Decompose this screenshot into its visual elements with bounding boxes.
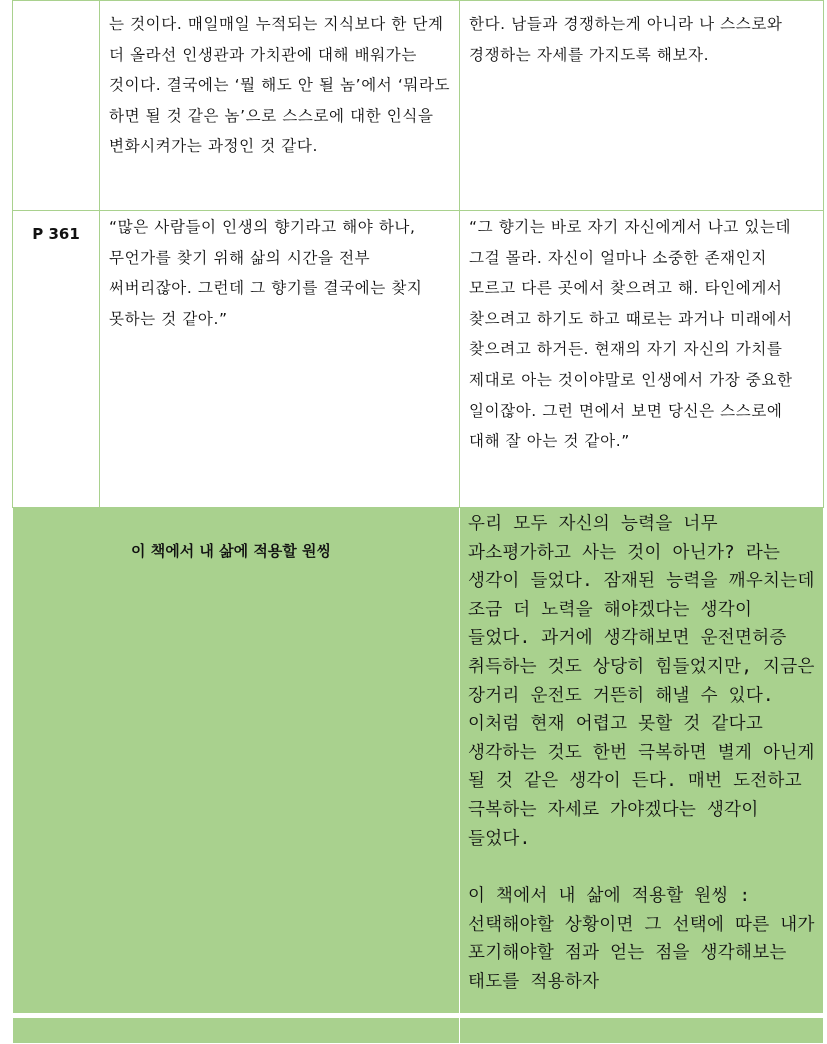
- reflection-cell: [460, 1, 824, 211]
- essay-paragraph: 이 책에서 내 삶에 적용할 원씽 : 선택해야할 상황이면 그 선택에 따른 내가 포기해야할 점과 얻는 점을 생각해보는 태도를 적용하자: [468, 886, 815, 992]
- page-label: P 361: [13, 211, 100, 508]
- principle-title: 이 책에서 내 삶에 적용할 원씽: [131, 542, 331, 560]
- principle-row: [13, 508, 824, 1044]
- quote-cell: [100, 211, 460, 508]
- quote-text: “많은 사람들이 인생의 향기라고 해야 하나, 무언가를 찾기 위해 삶의 시간을 전부 써버리잖아. 그런데 그 향기를 결국에는 찾지 못하는 것 같아.”: [109, 218, 423, 328]
- page-bottom: [12, 1013, 823, 1018]
- table-row: [13, 211, 824, 508]
- reflection-text: “그 향기는 바로 자기 자신에게서 나고 있는데 그걸 몰라. 자신이 얼마나 소중한 존재인지 모르고 다른 곳에서 찾으려고 해. 타인에게서 찾으려고 하기도 하고 때로는 과거나 미래에서 찾으려고 하거든. 현재의 자기 자신의 가치를 제대로 아는 것이야말로 인생에서 가장 중요한 일이잖아. 그런 면에서 보면 당신은 스스로에 대해 잘 아는 것 같아.”: [469, 218, 793, 451]
- essay-paragraph: 우리 모두 자신의 능력을 너무 과소평가하고 사는 것이 아닌가? 라는 생각이 들었다. 잠재된 능력을 깨우치는데 조금 더 노력을 해야겠다는 생각이 들었다. 과거에 생각해보면 운전면허증 취득하는 것도 상당히 힘들었지만, 지금은 장거리 운전도 거뜬히 해낼 수 있다. 이처럼 현재 어렵고 못할 것 같다고 생각하는 것도 한번 극복하면 별게 아닌게 될 것 같은 생각이 든다. 매번 도전하고 극복하는 자세로 가야겠다는 생각이 들었다.: [468, 514, 815, 849]
- principle-title-cell: [13, 508, 460, 1044]
- page-label: [13, 1, 100, 211]
- reflection-cell: [460, 211, 824, 508]
- principle-essay: [460, 508, 823, 997]
- quote-cell: [100, 1, 460, 211]
- table-row: [13, 1, 824, 211]
- reading-notes-table: [12, 0, 824, 1044]
- principle-body-cell: [460, 508, 824, 1044]
- reflection-text: 한다. 남들과 경쟁하는게 아니라 나 스스로와 경쟁하는 자세를 가지도록 해보자.: [469, 15, 783, 64]
- quote-text: 는 것이다. 매일매일 누적되는 지식보다 한 단계 더 올라선 인생관과 가치관에 대해 배워가는 것이다. 결국에는 ‘뭘 해도 안 될 놈’에서 ‘뭐라도 하면 될 것 같은 놈’으로 스스로에 대한 인식을 변화시켜가는 과정인 것 같다.: [109, 15, 451, 156]
